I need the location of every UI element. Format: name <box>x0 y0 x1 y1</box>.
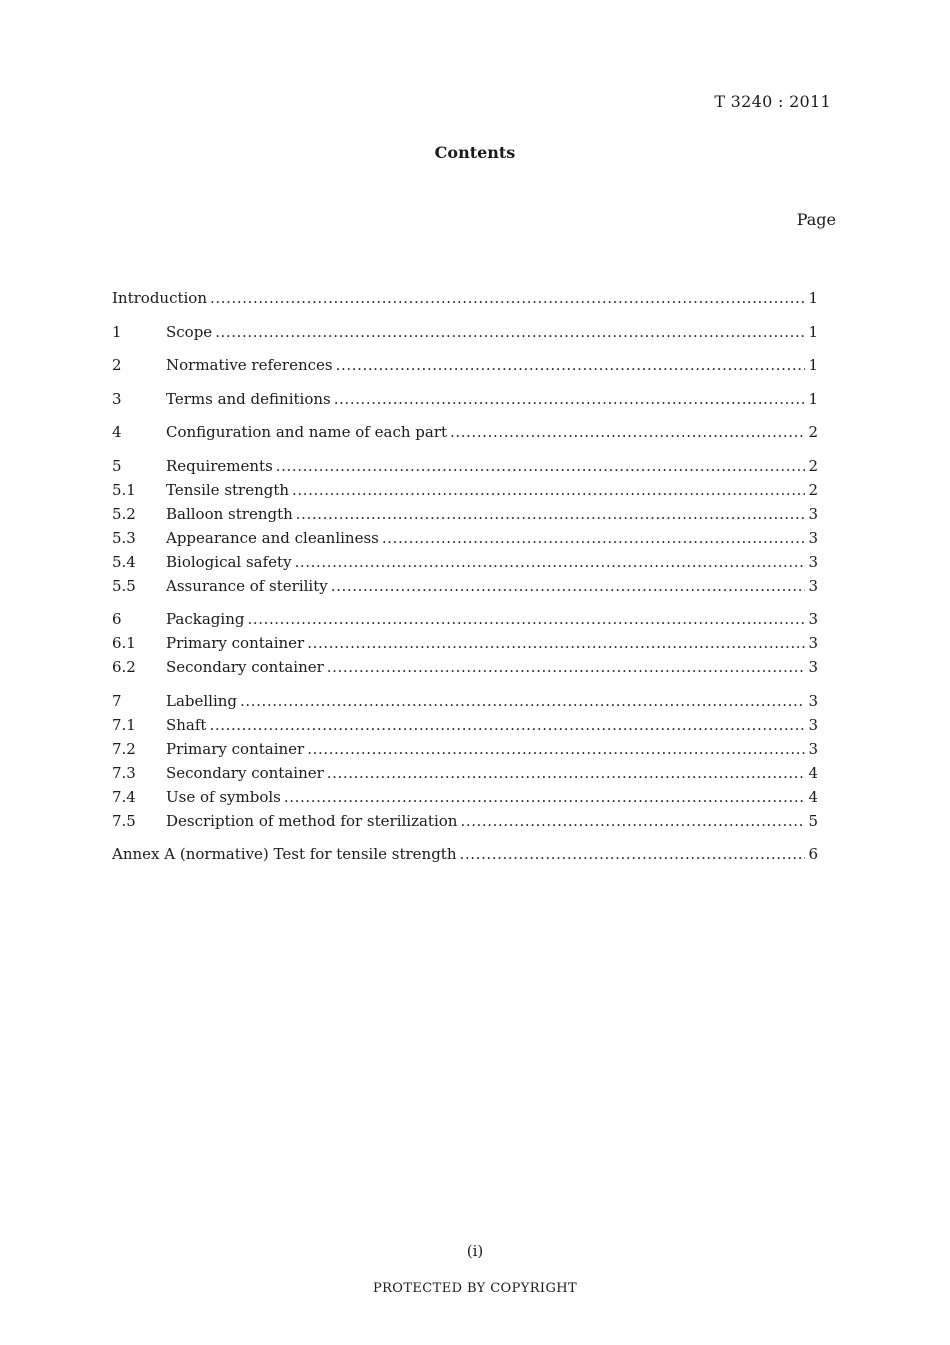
toc-entry-page: 5 <box>808 811 818 830</box>
toc-entry-page: 3 <box>808 739 818 758</box>
toc-entry-title: Secondary container <box>166 658 324 676</box>
toc-entry[interactable] <box>112 502 818 526</box>
dot-leader <box>307 737 805 761</box>
toc-entry[interactable] <box>112 454 818 478</box>
toc-entry-page: 3 <box>808 658 818 676</box>
toc-entry[interactable] <box>112 353 818 377</box>
toc-entry-title: Balloon strength <box>166 504 293 523</box>
toc-entry-page: 1 <box>808 289 818 307</box>
toc-entry[interactable] <box>112 286 818 310</box>
dot-leader <box>327 655 806 679</box>
toc-entry-page: 3 <box>808 634 818 652</box>
toc-entry-title: Configuration and name of each part <box>166 423 448 441</box>
toc-entry-page: 2 <box>808 423 818 441</box>
toc-entry[interactable] <box>112 631 818 655</box>
toc-entry-page: 3 <box>808 715 818 734</box>
toc-entry-number: 6 <box>112 610 122 628</box>
dot-leader <box>331 574 806 598</box>
toc-entry-number: 6.2 <box>112 658 136 676</box>
toc-entry-page: 6 <box>808 845 818 863</box>
dot-leader <box>460 842 806 866</box>
toc-entry[interactable] <box>112 785 818 809</box>
toc-entry-title: Terms and definitions <box>166 389 331 408</box>
toc-entry-title: Introduction <box>112 289 207 307</box>
toc-entry-number: 4 <box>112 423 122 441</box>
footer-page-number: (i) <box>466 1242 484 1260</box>
toc-entry-title: Scope <box>166 322 213 341</box>
toc-entry[interactable] <box>112 607 818 631</box>
toc-entry-number: 6.1 <box>112 634 136 652</box>
dot-leader <box>450 420 805 444</box>
dot-leader <box>292 478 805 502</box>
dot-leader <box>334 387 806 411</box>
dot-leader <box>276 454 806 478</box>
toc-entry-page: 3 <box>808 504 818 523</box>
toc-entry-number: 5.4 <box>112 552 136 571</box>
toc-entry-title: Packaging <box>166 610 245 628</box>
toc-entry[interactable] <box>112 550 818 574</box>
toc-entry-number: 5.3 <box>112 528 136 547</box>
dot-leader <box>460 809 805 833</box>
dot-leader <box>247 607 805 631</box>
toc-entry[interactable] <box>112 842 818 866</box>
toc-entry-page: 3 <box>808 576 818 595</box>
toc-entry-title: Appearance and cleanliness <box>166 528 379 547</box>
toc-entry-page: 3 <box>808 691 818 710</box>
document-id: T 3240 : 2011 <box>714 92 831 111</box>
dot-leader <box>284 785 806 809</box>
toc-entry[interactable] <box>112 526 818 550</box>
toc-entry-title: Annex A (normative) Test for tensile strength <box>112 845 457 863</box>
dot-leader <box>296 502 806 526</box>
toc-entry-page: 3 <box>808 552 818 571</box>
toc-entry-page: 4 <box>808 787 818 806</box>
toc-entry-title: Biological safety <box>166 552 292 571</box>
toc-entry[interactable] <box>112 809 818 833</box>
toc-entry[interactable] <box>112 320 818 344</box>
dot-leader <box>336 353 806 377</box>
toc-entry-title: Use of symbols <box>166 787 281 806</box>
toc-entry-page: 3 <box>808 610 818 628</box>
toc-entry[interactable] <box>112 387 818 411</box>
toc-entry-number: 1 <box>112 322 122 341</box>
toc-entry[interactable] <box>112 655 818 679</box>
table-of-contents <box>112 286 818 866</box>
toc-entry-page: 1 <box>808 356 818 374</box>
toc-entry-number: 5 <box>112 456 122 475</box>
toc-entry-number: 2 <box>112 356 122 374</box>
dot-leader <box>295 550 806 574</box>
toc-entry-page: 2 <box>808 480 818 499</box>
toc-entry-number: 7.4 <box>112 787 136 806</box>
toc-entry-title: Primary container <box>166 739 305 758</box>
toc-entry[interactable] <box>112 689 818 713</box>
dot-leader <box>327 761 806 785</box>
toc-entry[interactable] <box>112 420 818 444</box>
toc-entry-page: 4 <box>808 763 818 782</box>
copyright-notice: PROTECTED BY COPYRIGHT <box>372 1281 578 1296</box>
toc-entry-number: 7.3 <box>112 763 136 782</box>
page-title: Contents <box>434 143 516 162</box>
toc-entry-title: Labelling <box>166 691 238 710</box>
toc-entry-title: Secondary container <box>166 763 324 782</box>
toc-entry-page: 3 <box>808 528 818 547</box>
toc-entry[interactable] <box>112 574 818 598</box>
toc-entry-title: Primary container <box>166 634 305 652</box>
dot-leader <box>382 526 806 550</box>
dot-leader <box>215 320 805 344</box>
toc-entry-number: 5.5 <box>112 576 136 595</box>
toc-entry[interactable] <box>112 761 818 785</box>
toc-entry-page: 1 <box>808 322 818 341</box>
toc-entry[interactable] <box>112 478 818 502</box>
toc-entry-title: Assurance of sterility <box>166 576 328 595</box>
toc-entry-number: 5.2 <box>112 504 136 523</box>
toc-entry-number: 3 <box>112 389 122 408</box>
toc-entry-number: 5.1 <box>112 480 136 499</box>
toc-entry-title: Tensile strength <box>166 480 290 499</box>
toc-entry-title: Requirements <box>166 456 273 475</box>
dot-leader <box>240 689 805 713</box>
toc-entry-title: Description of method for sterilization <box>166 811 458 830</box>
toc-entry-title: Shaft <box>166 715 207 734</box>
toc-entry-number: 7 <box>112 691 122 710</box>
dot-leader <box>307 631 805 655</box>
toc-entry[interactable] <box>112 713 818 737</box>
toc-entry-page: 1 <box>808 389 818 408</box>
toc-entry-page: 2 <box>808 456 818 475</box>
page-column-label: Page <box>796 210 836 229</box>
toc-entry-number: 7.1 <box>112 715 136 734</box>
toc-entry-number: 7.2 <box>112 739 136 758</box>
dot-leader <box>210 286 805 310</box>
toc-entry-title: Normative references <box>166 356 333 374</box>
dot-leader <box>209 713 805 737</box>
toc-entry[interactable] <box>112 737 818 761</box>
toc-entry-number: 7.5 <box>112 811 136 830</box>
